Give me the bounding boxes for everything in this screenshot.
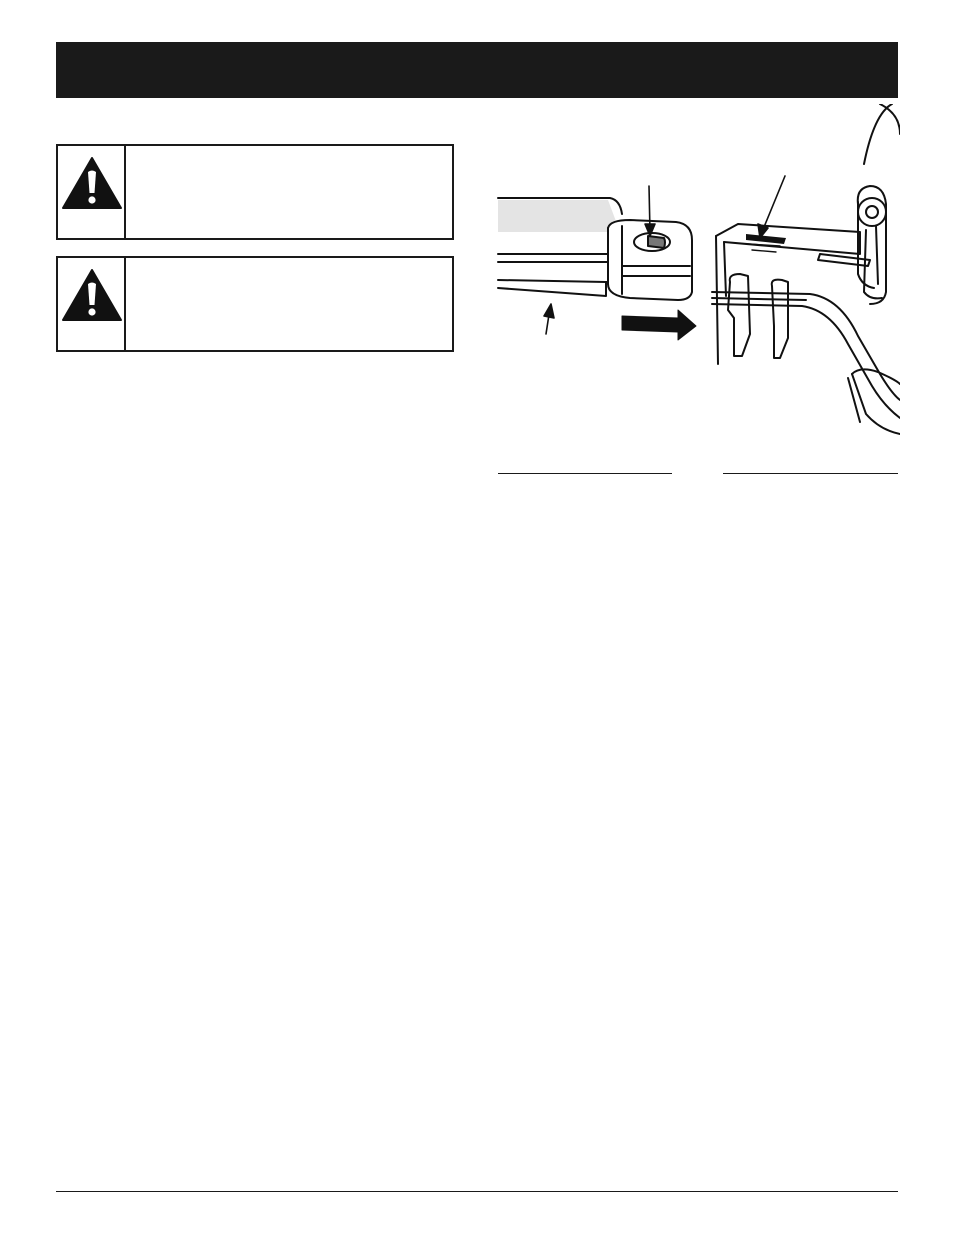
warning-triangle-icon: [61, 156, 123, 210]
warning-icon-cell: [58, 146, 126, 238]
footer-rule: [56, 1191, 898, 1192]
assembly-illustration: [480, 104, 900, 484]
power-head-coupler: [712, 104, 900, 434]
section-header-bar: [56, 42, 898, 98]
warning-box: [56, 144, 454, 240]
attachment-shaft: [498, 198, 692, 300]
warning-icon-cell: [58, 258, 126, 350]
figure-caption-rule: [723, 473, 898, 474]
warning-box: [56, 256, 454, 352]
insert-direction-arrow-icon: [622, 310, 696, 340]
warning-text: [126, 146, 452, 238]
warning-triangle-icon: [61, 268, 123, 322]
figure-caption-rule: [498, 473, 672, 474]
warning-text: [126, 258, 452, 350]
